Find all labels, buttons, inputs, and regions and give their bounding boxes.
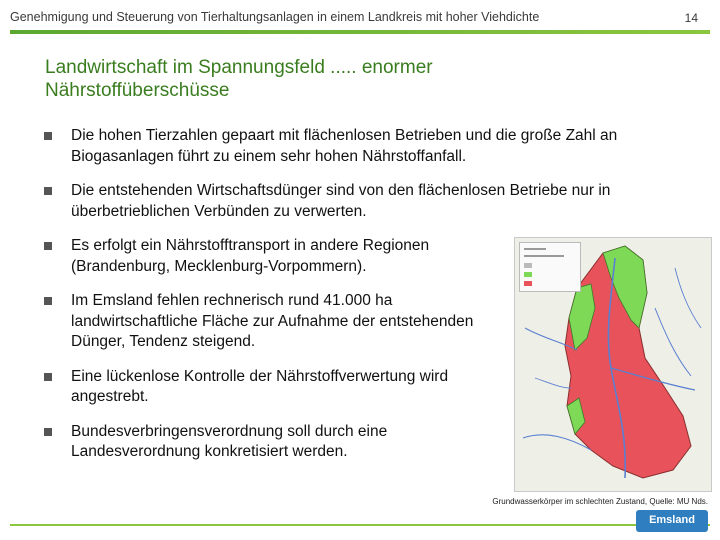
bullet-marker-icon [44, 242, 52, 250]
bullet-text: Die hohen Tierzahlen gepaart mit flächenlosen Betrieben und die große Zahl an Biogasanlagen führt zu einem sehr hohen Nährstoffanfall. [71, 127, 618, 165]
map-legend [519, 242, 581, 292]
bullet-item [44, 126, 671, 167]
legend-line [524, 248, 546, 250]
header-title: Genehmigung und Steuerung von Tierhaltungsanlagen in einem Landkreis mit hoher Viehdichte [10, 10, 540, 24]
bullet-item [44, 236, 511, 277]
bullet-text: Bundesverbringensverordnung soll durch eine Landesverordnung konkretisiert werden. [71, 422, 388, 460]
slide-title: Landwirtschaft im Spannungsfeld ..... enormer Nährstoffüberschüsse [45, 57, 433, 101]
footer-divider [10, 524, 710, 526]
bullet-text: Im Emsland fehlen rechnerisch rund 41.000 ha landwirtschaftliche Fläche zur Aufnahme der entstehenden Dünger, Tendenz steigend. [71, 292, 474, 350]
legend-line [524, 255, 564, 257]
page-number: 14 [684, 11, 698, 25]
bullet-text: Eine lückenlose Kontrolle der Nährstoffverwertung wird angestrebt. [71, 367, 449, 405]
legend-swatch [524, 263, 532, 268]
bullet-marker-icon [44, 373, 52, 381]
bullet-marker-icon [44, 428, 52, 436]
bullet-text: Es erfolgt ein Nährstofftransport in andere Regionen (Brandenburg, Mecklenburg-Vorpommern). [71, 237, 430, 275]
bullet-item [44, 367, 491, 408]
legend-swatch-bad [524, 281, 532, 286]
bullet-marker-icon [44, 187, 52, 195]
header-divider [10, 30, 710, 34]
emsland-logo [636, 510, 708, 532]
bullet-item [44, 181, 671, 222]
bullet-item [44, 291, 491, 353]
map-caption: Grundwasserkörper im schlechten Zustand, Quelle: MU Nds. [492, 497, 708, 506]
legend-swatch-good [524, 272, 532, 277]
groundwater-map [514, 237, 712, 492]
bullet-text: Die entstehenden Wirtschaftsdünger sind von den flächenlosen Betriebe nur in überbetrieblichen Verbünden zu verwerten. [71, 182, 611, 220]
bullet-item [44, 422, 491, 463]
bullet-marker-icon [44, 297, 52, 305]
logo-text: Emsland [649, 514, 695, 526]
bullet-marker-icon [44, 132, 52, 140]
